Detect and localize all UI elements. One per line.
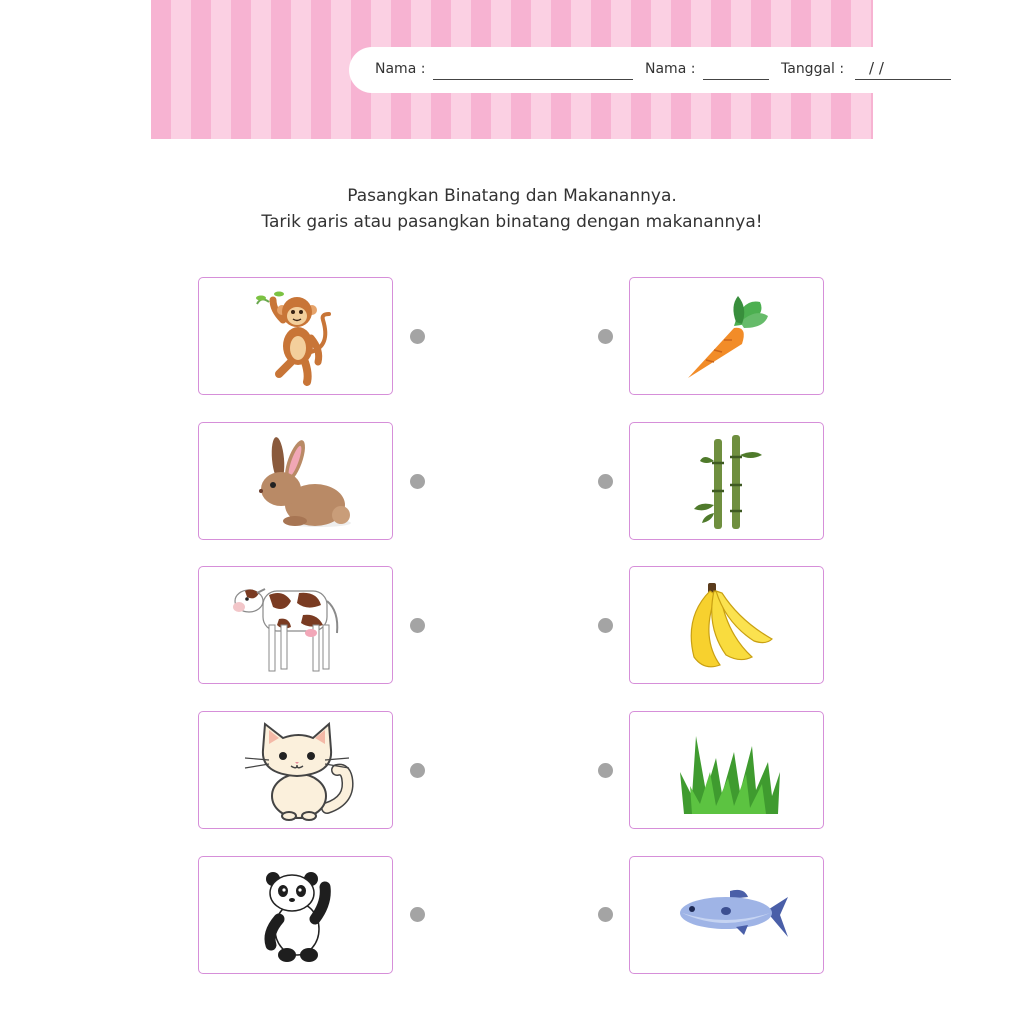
animal-dot-monkey[interactable] bbox=[410, 329, 425, 344]
fish-icon bbox=[630, 857, 825, 975]
name-label-2: Nama : bbox=[645, 61, 696, 77]
rabbit-icon bbox=[199, 423, 394, 541]
instruction-title: Pasangkan Binatang dan Makanannya. bbox=[347, 186, 677, 206]
food-dot-grass[interactable] bbox=[598, 763, 613, 778]
date-separators: / / bbox=[869, 59, 884, 77]
bamboo-icon bbox=[630, 423, 825, 541]
food-dot-carrot[interactable] bbox=[598, 329, 613, 344]
name-date-bar bbox=[349, 47, 977, 93]
instruction-subtitle: Tarik garis atau pasangkan binatang dengan makanannya! bbox=[261, 212, 763, 232]
name-field-1[interactable] bbox=[433, 79, 633, 80]
animal-card-cat[interactable] bbox=[198, 711, 393, 829]
header-banner bbox=[151, 0, 884, 139]
grass-icon bbox=[630, 712, 825, 830]
name-field-2[interactable] bbox=[703, 79, 769, 80]
date-field[interactable] bbox=[855, 79, 951, 80]
panda-icon bbox=[199, 857, 394, 975]
monkey-icon bbox=[199, 278, 394, 396]
food-dot-fish[interactable] bbox=[598, 907, 613, 922]
banana-icon bbox=[630, 567, 825, 685]
animal-card-rabbit[interactable] bbox=[198, 422, 393, 540]
cat-icon bbox=[199, 712, 394, 830]
instructions bbox=[0, 183, 1024, 235]
animal-dot-rabbit[interactable] bbox=[410, 474, 425, 489]
food-card-grass[interactable] bbox=[629, 711, 824, 829]
name-label-1: Nama : bbox=[375, 61, 426, 77]
animal-dot-cow[interactable] bbox=[410, 618, 425, 633]
animal-card-cow[interactable] bbox=[198, 566, 393, 684]
food-card-fish[interactable] bbox=[629, 856, 824, 974]
food-card-carrot[interactable] bbox=[629, 277, 824, 395]
carrot-icon bbox=[630, 278, 825, 396]
food-dot-banana[interactable] bbox=[598, 618, 613, 633]
animal-dot-panda[interactable] bbox=[410, 907, 425, 922]
animal-card-monkey[interactable] bbox=[198, 277, 393, 395]
animal-dot-cat[interactable] bbox=[410, 763, 425, 778]
animal-card-panda[interactable] bbox=[198, 856, 393, 974]
date-label: Tanggal : bbox=[781, 61, 845, 77]
cow-icon bbox=[199, 567, 394, 685]
food-dot-bamboo[interactable] bbox=[598, 474, 613, 489]
food-card-banana[interactable] bbox=[629, 566, 824, 684]
food-card-bamboo[interactable] bbox=[629, 422, 824, 540]
